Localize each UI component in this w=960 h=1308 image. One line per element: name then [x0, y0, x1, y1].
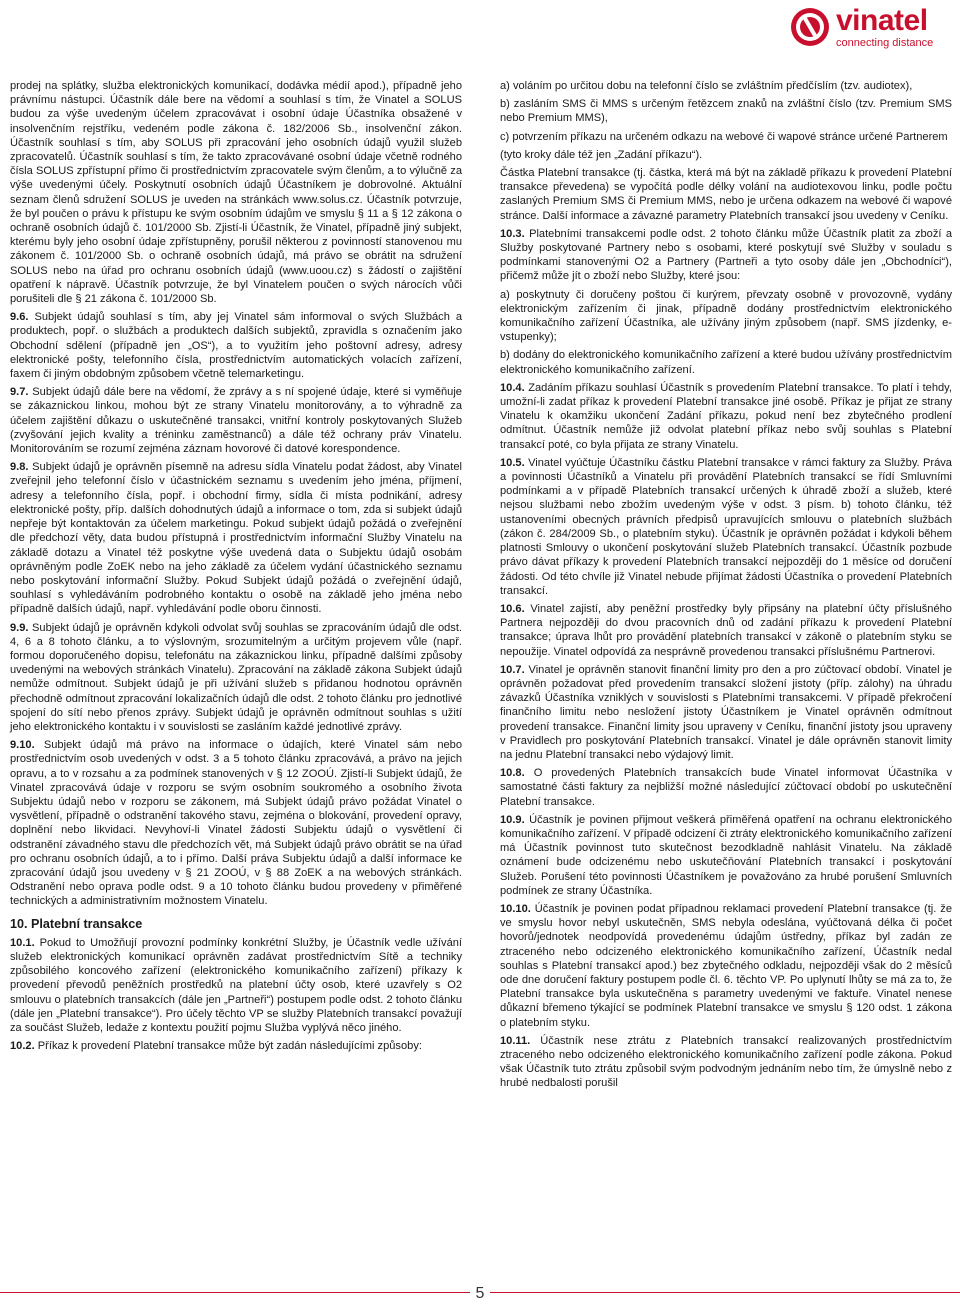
paragraph [500, 166, 952, 223]
paragraph [500, 902, 952, 1030]
section-heading: 10. Platební transakce [10, 916, 143, 931]
paragraph-text: Účastník nese ztrátu z Platebních transakcí realizovaných prostřednictvím ztraceného nebo odcizeného elektronického komunikačního zařízení podle zákona. Pokud však Účastník tuto ztrátu způsobil svým podvodným jednáním nebo tím, že úmyslně nebo z hrubé nedbalosti porušil [500, 1034, 952, 1090]
paragraph [10, 621, 462, 735]
paragraph [500, 813, 952, 898]
paragraph-text: Účastník je povinen přijmout veškerá přiměřená opatření na ochranu elektronického komunikačního zařízení. V případě odcizení či ztráty elektronického komunikačního zařízení má Účastník povinnost tuto skutečnost bezodkladně nahlásit Vinatelu. Na základě oznámení bude odcizenému nebo uskutečňování Platebních transakcí i poskytování Služeb. Porušení této povinnosti Účastníkem je považováno za hrubé porušení Smluvních podmínek ze strany Účastníka. [500, 813, 952, 897]
paragraph-number: 10.2. [10, 1040, 35, 1053]
logo-name: vinatel [836, 3, 928, 37]
paragraph [500, 381, 952, 452]
paragraph [10, 738, 462, 908]
paragraph-number: 9.6. [10, 311, 29, 324]
paragraph-number: 10.8. [500, 767, 525, 780]
paragraph-text: Vinatel je oprávněn stanovit finanční limity pro den a pro zúčtovací období. Vinatel je oprávněn požadovat před provedením transakcí složení jistoty (příp. zálohy) na úhradu závazků Účastníka vzniklých v souvislosti s Platebními transakcemi. V případě překročení finančního limitu nebo nesložení jistoty Účastníkem je Vinatel oprávněn odmítnout provedení transakce. Finanční limity jsou upraveny v Ceníku, finanční jistoty jsou upraveny v Pravidlech pro poskytování Platebních transakcí. Vinatel je dále oprávněn stanovit limity na jednu Platební transakci nebo výdajový limit. [500, 663, 952, 761]
paragraph-text: a) voláním po určitou dobu na telefonní číslo se zvláštním předčíslím (tzv. audiotex), [500, 80, 913, 92]
paragraph [500, 97, 952, 125]
paragraph-text: Subjekt údajů dále bere na vědomí, že zprávy a s ní spojené údaje, které si vyměňuje se zákaznickou linkou, mohou být ze strany Vinatelu monitorovány, a to výhradně za účelem zajištění důkazu o uskutečněné transakci, vnitřní kontroly poskytovaných Služeb (zvyšování jejich kvality a tréninku zaměstnanců) a dále též ochrany práv Vinatelu. Monitorováním se rozumí zejména záznam hovorové či datové korespondence. [10, 386, 462, 456]
paragraph-number: 10.3. [500, 227, 525, 240]
paragraph [10, 310, 462, 381]
paragraph-number: 9.9. [10, 621, 29, 634]
paragraph-text: Subjekt údajů je oprávněn písemně na adresu sídla Vinatelu podat žádost, aby Vinatel zveřejnil jeho telefonní číslo v účastnickém seznamu s uvedením jeho jména, příjmení, adresy a telefonního čísla, popř. i obchodní firmy, sídla či místa podnikání, adresy elektronické pošty, příp. dalších dohodnutých údajů a informace o tom, zda si subjekt údajů nepřeje být kontaktován za účelem marketingu. Pokud subjekt údajů požádá o zveřejnění dle předchozí věty, data budou přístupná i prostřednictvím informační Služby Vinatelu na základě dotazu a Vinatel též poskytne výše uvedená data o Subjektu údajů osobám oprávněným podle ZoEK nebo na jeho základě za účelem vydání účastnického seznamu nebo poskytování informační Služby. Pokud Subjekt údajů požádá o zveřejnění údajů, souhlasí s vyhledáváním podrobného kontaktu o osobě na základě jeho jména nebo případně dalších údajů, např. vyhledávání podle oboru činnosti. [10, 461, 462, 616]
paragraph-text: Platebními transakcemi podle odst. 2 tohoto článku může Účastník platit za zboží a Služby poskytované Partnery nebo s osobami, které poskytují své Služby v souladu s podmínkami stanovenými O2 a Partnery (Partneři a tyto osoby dále jen „Obchodníci“), přičemž může jít o zboží nebo Služby, které jsou: [500, 227, 952, 283]
paragraph [500, 348, 952, 376]
paragraph-text: Subjekt údajů je oprávněn kdykoli odvolat svůj souhlas se zpracováním údajů dle odst. 4, 6 a 8 tohoto článku, a to výslovným, srozumitelným a určitým projevem vůle (např. formou doporučeného dopisu, telefonátu na zákaznickou linku, případně dalšími způsoby uvedenými na webových stránkách Vinatelu). Zpracování na základě zákona Subjekt údajů nemůže odmítnout. Subjekt údajů je při užívání služeb s přidanou hodnotou oprávněn přechodně odmítnout zpracování lokalizačních údajů dle odst. 2 tohoto článku pro jednotlivé spojení do sítí nebo přenos zprávy. Subjekt údajů je oprávněn odmítnout souhlas s užití jeho elektronického kontaktu i v souvislosti se zasláním každé jednotlivé zprávy. [10, 621, 462, 733]
paragraph [500, 130, 952, 144]
right-column [500, 79, 952, 1095]
paragraph [500, 79, 952, 93]
paragraph-text: Příkaz k provedení Platební transakce může být zadán následujícími způsoby: [37, 1040, 422, 1053]
paragraph-text: Subjekt údajů má právo na informace o údajích, které Vinatel sám nebo prostřednictvím osob uvedených v odst. 3 a 5 tohoto článku zpracovává, a právo na jejich opravu, a to v rozsahu a za podmínek stanovených v § 12 ZOOÚ. Zjistí-li Subjekt údajů, že Vinatel zpracovává údaje v rozporu se svým osobním soukromého a osobního života Subjektu údajů nebo v rozporu se zákonem, má Subjekt údajů právo požádat Vinatel o vysvětlení, případně o odstranění takového stavu, zejména o blokování, provedení opravy, doplnění nebo likvidaci. Nevyhoví-li Vinatel žádosti Subjektu údajů o vysvětlení či odstranění závadného stavu dle předchozích vět, má Subjekt údajů právo obrátit se na úřad pro ochranu osobních údajů, a to i přímo. Další práva Subjektu údajů a další informace ke zpracování údajů jsou uvedeny v § 21 ZOOÚ, v § 88 ZoEK a na webových stránkách. Odstranění nebo oprava podle odst. 9 a 10 tohoto článku budou provedeny v přiměřené technických a administrativním možnostem Vinatelu. [10, 739, 462, 908]
paragraph-text: O provedených Platebních transakcích bude Vinatel informovat Účastníka v samostatné části faktury za nejbližší možné následující zúčtovací období po uskutečnění Platební transakce. [500, 767, 952, 808]
paragraph-number: 9.8. [10, 461, 29, 474]
paragraph-text: Vinatel vyúčtuje Účastníku částku Platební transakce v rámci faktury za Služby. Práva a povinnosti Účastníků a Vinatelu při provádění Platebních transakcí se řídí Smluvními podmínkami a v případě Platebních transakcí určených k úhradě zboží a služeb, které nejsou službami nebo zbožím uvedeným výše v odst. 3 písm. b) tohoto článku, též ustanoveními obecných právních předpisů upravujících smlouvu o platebních službách (zákon č. 284/2009 Sb., o platebním styku). Účastník je oprávněn požádat i kdykoli během platnosti Smlouvy o ukončení poskytování služeb Platebních transakcí. Účastník pozbude právo dávat příkazy k provedení Platebních transakcí nejpozději do 1 měsíce od doručení žádosti. Od této chvíle již Vinatel nebude přijímat žádosti Účastníka o provedení Platebních transakcí. [500, 456, 952, 597]
paragraph [500, 602, 952, 659]
paragraph-number: 10.9. [500, 813, 525, 826]
paragraph-number: 9.7. [10, 386, 29, 399]
paragraph-text: (tyto kroky dále též jen „Zadání příkazu“). [500, 148, 703, 161]
paragraph [500, 766, 952, 809]
paragraph [10, 385, 462, 456]
paragraph-text: Vinatel zajistí, aby peněžní prostředky byly připsány na platební účty příslušného Partnera nejpozději do dvou pracovních dnů od zadání příkazu k provedení Platební transakce; úprava lhůt pro provádění platebních transakcí v zákoně o platebním styku se nepoužije. Vinatel odpovídá za nesprávně provedenou transakci příslušnému Partnerovi. [500, 602, 952, 658]
paragraph-text: prodej na splátky, služba elektronických komunikací, dodávka médií apod.), případně jeho právnímu nástupci. Účastník dále bere na vědomí a souhlasí s tím, že Vinatel a SOLUS budou za výše uvedeným účelem zpracovávat i osobní údaje Účastníka obsažené v insolvenčním rejstříku, vedeném podle zákona č. 182/2006 Sb., insolvenční zákon. Účastník souhlasí s tím, aby SOLUS při zpracování jeho osobních údajů využil služeb zpracovatelů. Účastník souhlasí s tím, že takto zpracovávané osobní údaje včetně rodného čísla SOLUS zpřístupní přímo či prostřednictvím zpracovatele svým členům, a to výlučně za výše uvedenými účely. Poskytnutí osobních údajů Účastníkem je dobrovolné. Aktuální seznam členů sdružení SOLUS je uveden na stránkách www.solus.cz. Účastník potvrzuje, že byl poučen o právu k přístupu ke svým osobním údajům ve smyslu § 11 a § 12 zákona o ochraně osobních údajů č. 101/2000 Sb. Zjistí-li Účastník, že Vinatel, případně jiný subjekt, kterému byly jeho osobní údaje zpřístupněny, porušil některou z povinností stanovenou mu zákonem č. 101/2000 Sb. o ochraně osobních údajů, má právo se obrátit na sdružení SOLUS nebo na úřad pro ochranu osobních údajů (www.uoou.cz) s žádostí o zajištění opatření k nápravě. Účastník potvrzuje, že byl Vinatelem poučen o svých nárocích vůči porušiteli dle § 21 zákona č. 101/2000 Sb. [10, 80, 462, 306]
paragraph [500, 148, 952, 162]
left-column [10, 79, 462, 1057]
paragraph [500, 663, 952, 762]
paragraph [500, 456, 952, 598]
vinatel-logo [790, 4, 950, 50]
paragraph-text: c) potvrzením příkazu na určeném odkazu na webové či wapové stránce určené Partnerem [500, 130, 948, 143]
paragraph-text: Účastník je povinen podat případnou reklamaci provedení Platební transakce (tj. že ve smyslu hovor nebyl uskutečněn, SMS nebyla odeslána, vyúčtovaná délka či počet hovorů/jednotek neodpovídá provedenému údajům ústředny, příkaz byl zadán ze ztraceného nebo odcizeného elektronického komunikačního zařízení, Účastník nedal souhlas s Platební transakcí apod.) bez zbytečného odkladu, nejpozději však do 2 měsíců ode dne doručení faktury postupem podle čl. 6. těchto VP. Po uplynutí lhůty se má za to, že Platební transakce byla uskutečněna s parametry uvedenými ve faktuře. Vinatel nenese důkazní břemeno týkající se podmínek Platební transakce ve smyslu § 120 odst. 1 zákona o platebním styku. [500, 902, 952, 1029]
paragraph-text: a) poskytnuty či doručeny poštou či kurýrem, převzaty osobně v provozovně, vydány elektronickým zařízením či jinak, případně dodány prostřednictvím elektronického komunikačního zařízení Účastníka, ale užívány jiným způsobem (např. SMS jízdenky, e-vstupenky); [500, 288, 952, 344]
paragraph-number: 10.7. [500, 663, 525, 676]
logo-tagline: connecting distance [836, 36, 934, 49]
paragraph-number: 10.4. [500, 381, 525, 394]
paragraph-text: Částka Platební transakce (tj. částka, která má být na základě příkazu k provedení Platební transakce převedena) se vypočítá podle délky volání na audiotexovou linku, podle počtu zaslaných Premium SMS či Premium MMS, nebo je určena odkazem na webové či wapové stránce. Další informace a závazné parametry Platebních transakcí jsou uvedeny v Ceníku. [500, 167, 952, 222]
page-number: 5 [475, 1285, 485, 1302]
paragraph-number: 10.5. [500, 456, 525, 469]
paragraph [10, 460, 462, 616]
paragraph-number: 10.11. [500, 1034, 531, 1047]
paragraph [10, 79, 462, 306]
paragraph [10, 936, 462, 1035]
paragraph-number: 10.1. [10, 936, 35, 949]
paragraph [500, 227, 952, 284]
paragraph-text: b) zasláním SMS či MMS s určeným řetězcem znaků na zvláštní číslo (tzv. Premium SMS nebo Premium MMS), [500, 98, 952, 125]
paragraph-text: Subjekt údajů souhlasí s tím, aby jej Vinatel sám informoval o svých Službách a produktech, popř. o službách a produktech dalších subjektů, zpravidla s označením jako Obchodní sdělení (případně jen „OS“), a to využitím jeho poštovní adresy, adresy elektronické pošty, telefonního čísla, prostřednictvím automatických volacích zařízení, faxem či jiným obdobným způsobem včetně telemarketingu. [10, 311, 462, 381]
paragraph-text: Pokud to Umožňují provozní podmínky konkrétní Služby, je Účastník vedle užívání služeb elektronických komunikací oprávněn zadávat prostřednictvím Sítě a techniky způsobilého koncového zařízení (elektronického komunikačního zařízení) příkazy k provedení převodů peněžních prostředků na platební účty osob, které uzavřely s O2 smlouvu o platebních transakcích (dále jen „Partneři“) postupem podle odst. 2 tohoto článku (dále jen „Platební transakce“). Pro účely těchto VP se služby Platebních transakcí považují za součást Služeb, ledaže z kontextu použití pojmu Služba vyplývá něco jiného. [10, 936, 462, 1034]
paragraph-number: 9.10. [10, 739, 35, 752]
paragraph [500, 1034, 952, 1091]
paragraph [10, 1039, 462, 1053]
paragraph-number: 10.10. [500, 902, 531, 915]
paragraph-text: Zadáním příkazu souhlasí Účastník s provedením Platební transakce. To platí i tehdy, umožní-li zadat příkaz k provedení Platební transakce jiné osobě. Příkaz je přijat ze strany Vinatelu k okamžiku ukončení Zadání příkazu, pokud není bez zbytečného prodlení odmítnut. Účastník nemůže již odvolat platební příkaz nebo svůj souhlas s Platební transakcí poté, co byla přijata ze strany Vinatelu. [500, 381, 952, 451]
paragraph-number: 10.6. [500, 602, 525, 615]
vinatel-logo-icon [790, 7, 830, 47]
paragraph [500, 288, 952, 345]
paragraph-text: b) dodány do elektronického komunikačního zařízení a které budou užívány prostřednictvím elektronického komunikačního zařízení. [500, 349, 952, 376]
